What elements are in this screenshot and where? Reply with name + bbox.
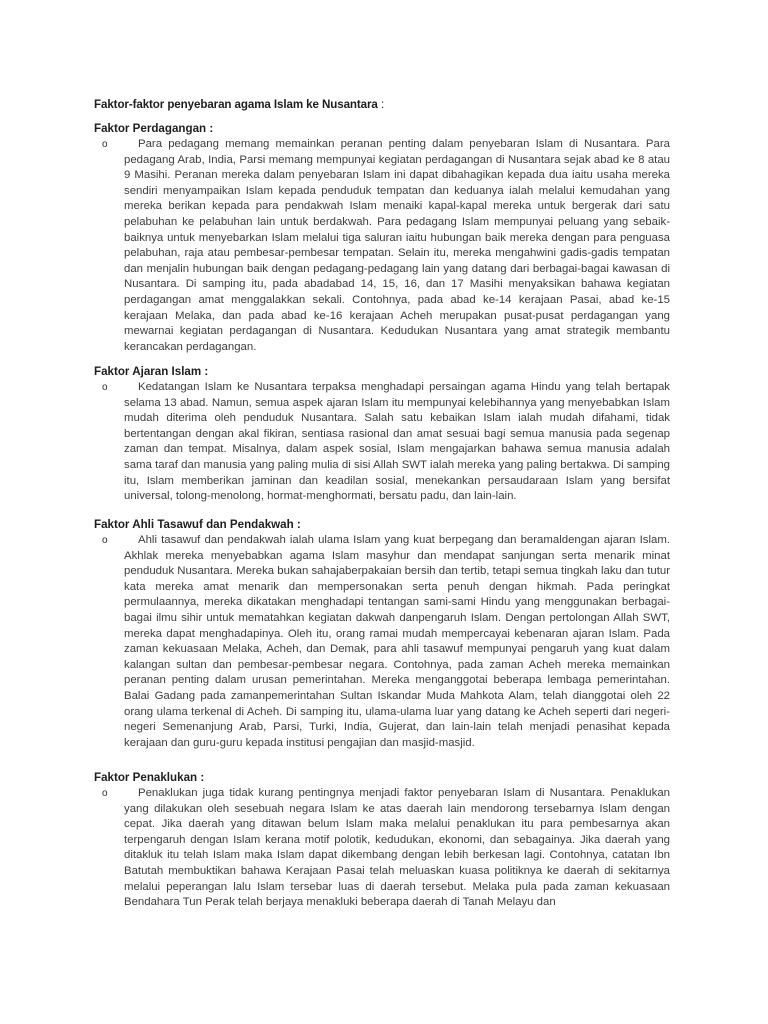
bullet-marker: o — [102, 139, 108, 150]
bullet-marker: o — [102, 382, 108, 393]
bullet-item — [94, 380, 670, 505]
bullet-item — [94, 533, 670, 751]
section-paragraph: Ahli tasawuf dan pendakwah ialah ulama Islam yang kuat berpegang dan beramaldengan ajaran Islam. Akhlak mereka menyebabkan agama Islam masyhur dan mendapat sanjungan serta menarik minat penduduk Nusantara. Mereka bukan sahajaberpakaian bersih dan tertib, tetapi semua tingkah laku dan tutur kata mereka amat menarik dan mempersonakan serta penuh dengan hikmah. Pada peringkat permulaannya, mereka dikatakan menghadapi tentangan sami-sami Hindu yang menggunakan berbagai-bagai ilmu sihir untuk mematahkan kegiatan dakwah danpengaruh Islam. Dengan pertolongan Allah SWT, mereka dapat menghadapinya. Oleh itu, orang ramai mudah mempercayai kebenaran ajaran Islam. Pada zaman kekuasaan Melaka, Acheh, dan Demak, para ahli tasawuf mempunyai pengaruh yang kuat dalam kalangan sultan dan pembesar-pembesar negara. Contohnya, pada zaman Acheh mereka memainkan peranan penting dalam urusan pemerintahan. Mereka menganggotai beberapa lembaga pemerintahan. Balai Gadang pada zamanpemerintahan Sultan Iskandar Muda Mahkota Alam, telah dianggotai oleh 22 orang ulama terkenal di Acheh. Di samping itu, ulama-ulama luar yang datang ke Acheh seperti dari negeri-negeri Semenanjung Arab, Parsi, Turki, India, Gujerat, dan lain-lain telah menjadi penasihat kepada kerajaan dan guru-guru kepada institusi pengajian dan masjid-masjid. — [124, 534, 670, 749]
section-paragraph: Kedatangan Islam ke Nusantara terpaksa menghadapi persaingan agama Hindu yang telah bertapak selama 13 abad. Namun, semua aspek ajaran Islam itu mempunyai kelebihannya yang menyebabkan Islam mudah diterima oleh penduduk Nusantara. Salah satu kebaikan Islam ialah mudah difahami, tidak bertentangan dengan akal fikiran, sentiasa rasional dan amat sesuai bagi semua manusia pada segenap zaman dan tempat. Misalnya, dalam aspek sosial, Islam mengajarkan bahawa semua manusia adalah sama taraf dan manusia yang paling mulia di sisi Allah SWT ialah mereka yang paling bertakwa. Di samping itu, Islam memberikan jaminan dan keadilan sosial, menekankan persaudaraan Islam yang bersifat universal, tolong-menolong, hormat-menghormati, bersatu padu, dan lain-lain. — [124, 381, 670, 503]
section-heading: Faktor Perdagangan : — [94, 122, 214, 135]
section-faktor-perdagangan — [94, 121, 670, 355]
section-heading: Faktor Penaklukan : — [94, 771, 205, 784]
bullet-item — [94, 786, 670, 911]
section-faktor-penaklukan — [94, 770, 670, 911]
bullet-marker: o — [102, 788, 108, 799]
section-faktor-ahli-tasawuf — [94, 517, 670, 751]
document-title-suffix: : — [377, 98, 385, 111]
section-heading: Faktor Ajaran Islam : — [94, 365, 209, 378]
bullet-marker: o — [102, 535, 108, 546]
section-paragraph: Para pedagang memang memainkan peranan penting dalam penyebaran Islam di Nusantara. Para pedagang Arab, India, Parsi memang mempunyai kegiatan perdagangan di Nusantara sejak abad ke 8 atau 9 Masihi. Peranan mereka dalam penyebaran Islam ini dapat dibahagikan kepada dua iaitu usaha mereka sendiri menyampaikan Islam kepada penduduk tempatan dan keduanya ialah melalui kemudahan yang mereka berikan kepada para pendakwah Islam menaiki kapal-kapal mereka untuk bergerak dari satu pelabuhan ke pelabuhan lain untuk berdakwah. Para pedagang Islam mempunyai peluang yang sebaik-baiknya untuk menyebarkan Islam melalui tiga saluran iaitu hubungan baik mereka dengan para penguasa pelabuhan, raja atau pembesar-pembesar tempatan. Selain itu, mereka mengahwini gadis-gadis tempatan dan menjalin hubungan baik dengan pedagang-pedagang lain yang datang dari berbagai-bagai kawasan di Nusantara. Di samping itu, pada abadabad 14, 15, 16, dan 17 Masihi menyaksikan bahawa kegiatan perdagangan amat menggalakkan sekali. Contohnya, pada abad ke-14 kerajaan Pasai, abad ke-15 kerajaan Melaka, dan pada abad ke-16 kerajaan Acheh merupakan pusat-pusat perdagangan yang mewarnai kegiatan perdagangan di Nusantara. Kedudukan Nusantara yang amat strategik membantu kerancakan perdagangan. — [124, 138, 670, 353]
section-paragraph: Penaklukan juga tidak kurang pentingnya menjadi faktor penyebaran Islam di Nusantara. Penaklukan yang dilakukan oleh sesebuah negara Islam ke atas daerah lain mendorong tersebarnya Islam dengan cepat. Jika daerah yang ditawan belum Islam maka melalui penaklukan itu para pembesarnya akan terpengaruh dengan Islam kerana motif polotik, kedudukan, ekonomi, dan sebagainya. Jika daerah yang ditakluk itu telah Islam maka Islam dapat dikembang dengan lebih berkesan lagi. Contohnya, catatan Ibn Batutah membuktikan bahawa Kerajaan Pasai telah meluaskan kuasa politiknya ke daerah di sekitarnya melalui peperangan lalu Islam tersebar luas di daerah tersebut. Melaka pula pada zaman kekuasaan Bendahara Tun Perak telah berjaya menakluki beberapa daerah di Tanah Melayu dan — [124, 787, 670, 909]
document-title-text: Faktor-faktor penyebaran agama Islam ke Nusantara — [94, 98, 378, 111]
bullet-item — [94, 137, 670, 355]
section-faktor-ajaran-islam — [94, 364, 670, 505]
section-heading: Faktor Ahli Tasawuf dan Pendakwah : — [94, 518, 301, 531]
document-title — [94, 97, 384, 112]
